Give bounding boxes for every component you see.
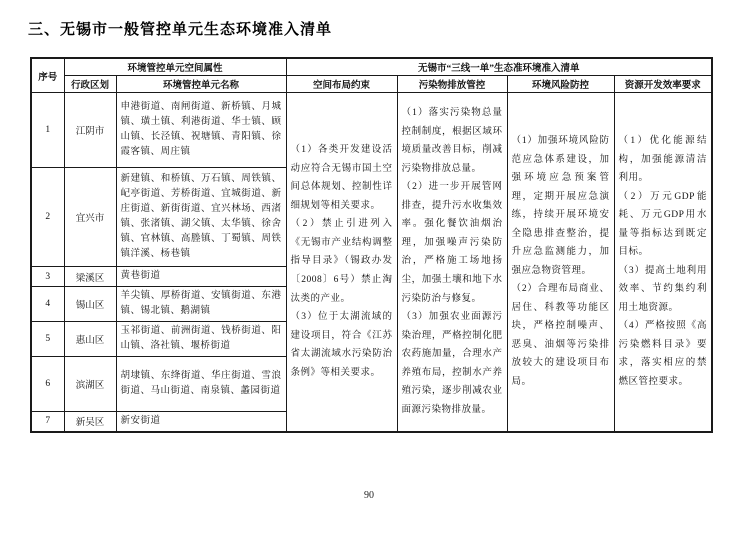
spatial-constraints-cell — [286, 93, 397, 432]
spatial-paragraph: （3）位于太湖流域的建设项目，符合《江苏省太湖流域水污染防治条例》等相关要求。 — [290, 312, 393, 378]
row-number: 5 — [31, 322, 64, 357]
row-number: 1 — [31, 93, 64, 168]
risk-prevention-cell — [507, 93, 614, 432]
units-cell: 羊尖镇、厚桥街道、安镇街道、东港镇、锡北镇、鹅湖镇 — [116, 287, 286, 322]
row-number: 7 — [31, 412, 64, 432]
district-cell: 滨湖区 — [64, 357, 116, 412]
page-title: 三、无锡市一般管控单元生态环境准入清单 — [28, 21, 333, 38]
control-unit-table — [30, 57, 713, 433]
pollutant-paragraph: （2）进一步开展管网排查，提升污水收集效率。强化餐饮油烟治理，加强噪声污染防治，严格施工场地扬尘，加强土壤和地下水污染防治与修复。 — [401, 182, 503, 304]
spatial-paragraph: （2）禁止引进列入《无锡市产业结构调整指导目录》（锡政办发〔2008〕6号）禁止淘汰类的产业。 — [290, 219, 393, 304]
row-number: 2 — [31, 168, 64, 267]
group-header-spatial-attributes: 环境管控单元空间属性 — [64, 58, 286, 76]
resource-paragraph: （1）优化能源结构，加强能源清洁利用。 — [618, 136, 708, 184]
resource-paragraph: （2）万元GDP能耗、万元GDP用水量等指标达到既定目标。 — [618, 191, 708, 258]
units-cell: 新建镇、和桥镇、万石镇、周铁镇、屺亭街道、芳桥街道、宜城街道、新庄街道、新街街道、宜兴林场、西渚镇、张渚镇、湖父镇、太华镇、徐舍镇、官林镇、高塍镇、丁蜀镇、周铁镇洋溪、杨巷镇 — [116, 168, 286, 267]
pollutant-control-cell — [397, 93, 507, 432]
column-header-pollutant: 污染物排放管控 — [397, 76, 507, 93]
pollutant-paragraph: （1）落实污染物总量控制制度，根据区域环境质量改善目标，削减污染物排放总量。 — [401, 108, 503, 174]
row-number: 4 — [31, 287, 64, 322]
units-cell: 申港街道、南闸街道、新桥镇、月城镇、璜土镇、利港街道、华士镇、顾山镇、长泾镇、祝塘镇、青阳镇、徐霞客镇、周庄镇 — [116, 93, 286, 168]
table-row — [31, 93, 712, 168]
district-cell: 锡山区 — [64, 287, 116, 322]
district-cell: 新吴区 — [64, 412, 116, 432]
group-header-access-list: 无锡市“三线一单”生态准环境准入清单 — [286, 58, 712, 76]
spatial-paragraph: （1）各类开发建设活动应符合无锡市国土空间总体规划、控制性详细规划等相关要求。 — [290, 145, 393, 211]
row-number: 6 — [31, 357, 64, 412]
units-cell: 黄巷街道 — [116, 267, 286, 287]
column-header-resource: 资源开发效率要求 — [614, 76, 712, 93]
district-cell: 江阴市 — [64, 93, 116, 168]
district-cell: 惠山区 — [64, 322, 116, 357]
pollutant-paragraph: （3）加强农业面源污染治理，严格控制化肥农药施加量，合理水产养殖布局，控制水产养殖污染，逐步削减农业面源污染物排放量。 — [401, 312, 503, 415]
units-cell: 新安街道 — [116, 412, 286, 432]
district-cell: 宜兴市 — [64, 168, 116, 267]
row-number: 3 — [31, 267, 64, 287]
column-header-district: 行政区划 — [64, 76, 116, 93]
column-header-no: 序号 — [31, 58, 64, 93]
units-cell: 胡埭镇、东绛街道、华庄街道、雪浪街道、马山街道、南泉镇、蠡园街道 — [116, 357, 286, 412]
column-header-spatial: 空间布局约束 — [286, 76, 397, 93]
district-cell: 梁溪区 — [64, 267, 116, 287]
resource-efficiency-cell — [614, 93, 712, 432]
units-cell: 玉祁街道、前洲街道、钱桥街道、阳山镇、洛社镇、堰桥街道 — [116, 322, 286, 357]
page-number: 90 — [364, 490, 374, 501]
risk-paragraph: （2）合理布局商业、居住、科教等功能区块，严格控制噪声、恶臭、油烟等污染排放较大的建设项目布局。 — [511, 284, 610, 387]
resource-paragraph: （4）严格按照《高污染燃料目录》要求，落实相应的禁燃区管控要求。 — [618, 321, 708, 387]
column-header-unit-name: 环境管控单元名称 — [116, 76, 286, 93]
resource-paragraph: （3）提高土地利用效率、节约集约利用土地资源。 — [618, 265, 708, 313]
column-header-risk: 环境风险防控 — [507, 76, 614, 93]
risk-paragraph: （1）加强环境风险防范应急体系建设，加强环境应急预案管理，定期开展应急演练，持续开展环境安全隐患排查整治，提升应急监测能力，加强应急物资管理。 — [511, 136, 610, 276]
